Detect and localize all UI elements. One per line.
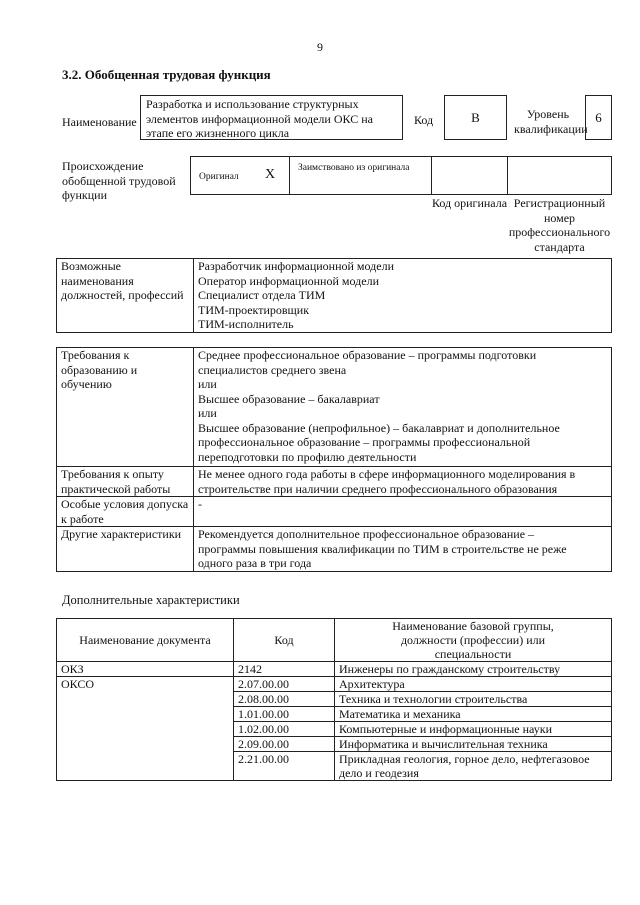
position-item: ТИМ-исполнитель — [198, 317, 294, 331]
name-cell: Инженеры по гражданскому строительству — [335, 662, 612, 677]
code-original-cell — [431, 156, 508, 195]
requirement-line: - — [198, 497, 202, 511]
reg-number-label: Регистрационный номер профессионального стандарта — [508, 196, 611, 254]
code-original-label: Код оригинала — [431, 196, 508, 210]
col-name-header: Наименование базовой группы, должности (профессии) или специальности — [335, 619, 612, 662]
name-cell: Прикладная геология, горное дело, нефтегазовое дело и геодезия — [335, 752, 612, 781]
page-number: 9 — [317, 40, 323, 54]
positions-table — [56, 258, 612, 333]
code-label: Код — [414, 113, 434, 127]
additional-table — [56, 618, 612, 781]
requirement-line: программы повышения квалификации по ТИМ в строительстве не реже — [198, 541, 567, 556]
requirement-line: Среднее профессиональное образование – программы подготовки — [198, 348, 537, 362]
code-cell: 1.02.00.00 — [234, 722, 335, 737]
requirements-table — [56, 347, 612, 572]
position-item: Специалист отдела ТИМ — [198, 288, 326, 302]
name-label: Наименование — [62, 115, 137, 129]
col-doc-header: Наименование документа — [57, 619, 234, 662]
name-cell: Математика и механика — [335, 707, 612, 722]
requirement-value — [194, 467, 612, 497]
name-value-box — [140, 95, 403, 140]
requirement-line: Высшее образование – бакалавриат — [198, 391, 380, 406]
requirement-line: или — [198, 377, 217, 391]
code-cell: 2.21.00.00 — [234, 752, 335, 781]
requirement-line: переподготовки по профилю деятельности — [198, 449, 417, 464]
requirement-value — [194, 348, 612, 467]
origin-label: Происхождение обобщенной трудовой функции — [62, 159, 176, 202]
requirement-line: или — [198, 406, 217, 420]
code-box — [444, 95, 507, 140]
section-title: 3.2. Обобщенная трудовая функция — [62, 67, 271, 82]
original-mark: X — [265, 167, 276, 182]
name-value: Разработка и использование структурных элементов информационной модели ОКС на этапе его жизненного цикла — [146, 97, 373, 140]
reg-number-cell — [507, 156, 612, 195]
requirement-line: Рекомендуется дополнительное профессиональное образование – — [198, 527, 535, 541]
requirement-line: строительстве при наличии среднего профессионального образования — [198, 481, 558, 496]
original-label: Оригинал — [199, 172, 239, 182]
name-cell: Архитектура — [335, 677, 612, 692]
requirement-label: Требования к опыту практической работы — [57, 467, 194, 497]
positions-list — [194, 259, 612, 333]
borrowed-cell — [289, 156, 432, 195]
requirement-line: профессиональное образование – программы профессиональной — [198, 435, 531, 449]
requirement-line: Не менее одного года работы в сфере информационного моделирования в — [198, 467, 576, 481]
position-item: ТИМ-проектировщик — [198, 302, 310, 317]
code-cell: 2.09.00.00 — [234, 737, 335, 752]
requirement-label: Особые условия допуска к работе — [57, 497, 194, 527]
code-cell: 1.01.00.00 — [234, 707, 335, 722]
code-value: B — [471, 110, 480, 125]
name-cell: Информатика и вычислительная техника — [335, 737, 612, 752]
code-cell: 2.07.00.00 — [234, 677, 335, 692]
code-cell: 2142 — [234, 662, 335, 677]
doc-cell: ОКСО — [57, 677, 234, 781]
code-cell: 2.08.00.00 — [234, 692, 335, 707]
requirement-label: Другие характеристики — [57, 527, 194, 572]
position-item: Оператор информационной модели — [198, 273, 379, 288]
additional-title: Дополнительные характеристики — [62, 593, 240, 607]
requirement-line: специалистов среднего звена — [198, 362, 347, 377]
requirement-line: одного раза в три года — [198, 556, 312, 570]
doc-cell: ОКЗ — [57, 662, 234, 677]
level-value: 6 — [595, 110, 602, 125]
name-cell: Компьютерные и информационные науки — [335, 722, 612, 737]
borrowed-label: Заимствовано из оригинала — [298, 163, 410, 173]
positions-label: Возможные наименования должностей, профессий — [57, 259, 194, 333]
level-box — [585, 95, 612, 140]
level-label: Уровень квалификации — [514, 107, 588, 136]
requirement-value — [194, 497, 612, 527]
table-row — [57, 677, 612, 692]
name-cell: Техника и технологии строительства — [335, 692, 612, 707]
requirement-line: Высшее образование (непрофильное) – бакалавриат и дополнительное — [198, 420, 560, 435]
requirement-label: Требования к образованию и обучению — [57, 348, 194, 467]
requirement-value — [194, 527, 612, 572]
col-code-header: Код — [234, 619, 335, 662]
original-cell — [190, 156, 290, 195]
position-item: Разработчик информационной модели — [198, 259, 395, 273]
table-row — [57, 662, 612, 677]
